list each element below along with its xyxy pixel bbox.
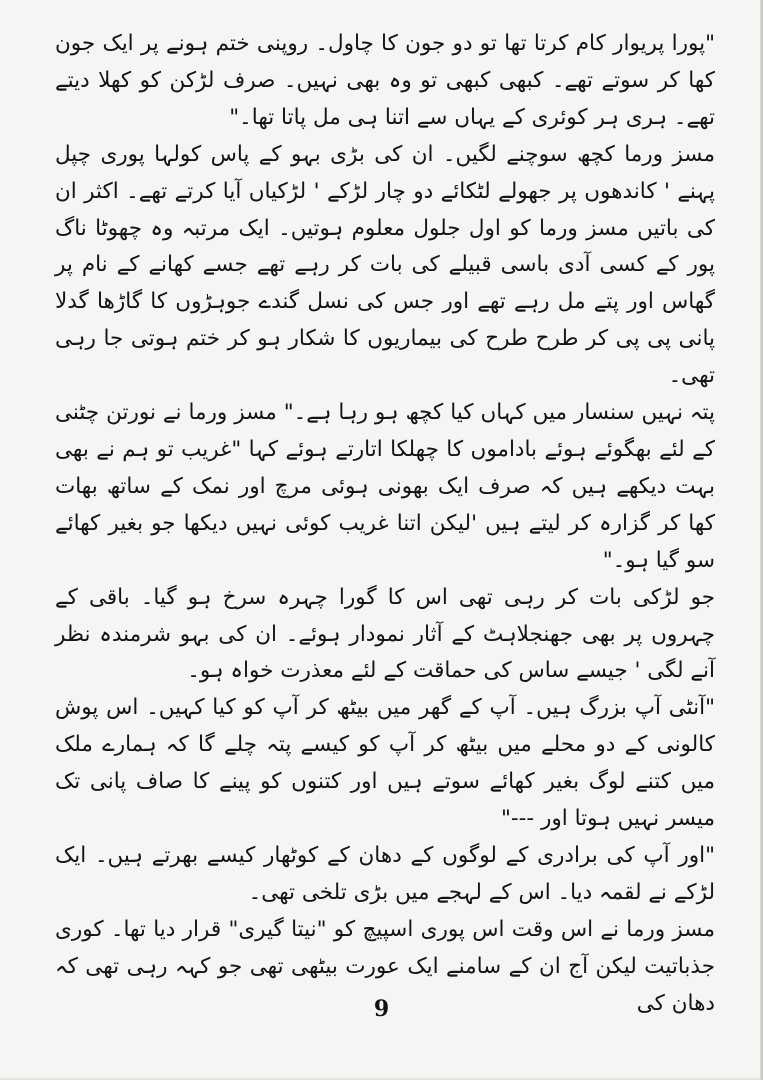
body-text: [55, 26, 715, 1022]
paragraph-1: "پورا پریوار کام کرتا تھا تو دو جون کا چاول۔ روپنی ختم ہونے پر ایک جون کھا کر سوتے تھے۔ کبھی کبھی تو وہ بھی نہیں۔ صرف لڑکن کو کھلا دیتے تھے۔ ہری ہر کوئری کے یہاں سے اتنا ہی مل پاتا تھا۔": [55, 31, 715, 130]
page-number: 9: [373, 996, 390, 1022]
paragraph-2: مسز ورما کچھ سوچنے لگیں۔ ان کی بڑی بہو کے پاس کولہا پوری چپل پہنے ' کاندھوں پر جھولے لٹکائے دو چار لڑکے ' لڑکیاں آیا کرتے تھے۔ اکثر ان کی باتیں مسز ورما کو اول جلول معلوم ہوتیں۔ ایک مرتبہ وہ چھوٹا ناگ پور کے کسی آدی باسی قبیلے کی بات کر رہے تھے جسے کھانے کے نام پر گھاس اور پتے مل رہے تھے اور جس کی نسل گندے جوہڑوں کا گاڑھا گدلا پانی پی پی کر طرح طرح کی بیماریوں کا شکار ہو کر ختم ہوتی جا رہی تھی۔: [55, 141, 715, 389]
paragraph-7: مسز ورما نے اس وقت اس پوری اسپیچ کو "نیتا گیری" قرار دیا تھا۔ کوری جذباتیت لیکن آج ان کے سامنے ایک عورت بیٹھی تھی جو کہہ رہی تھی کہ دھان کی: [55, 916, 715, 1016]
paragraph-3: پتہ نہیں سنسار میں کہاں کیا کچھ ہو رہا ہے۔" مسز ورما نے نورتن چٹنی کے لئے بھگوئے ہوئے باداموں کا چھلکا اتارتے ہوئے کہا "غریب تو ہم نے بھی بہت دیکھے ہیں کہ صرف ایک بھونی ہوئی مرچ اور نمک کے ساتھ بھات کھا کر گزارہ کر لیتے ہیں 'لیکن اتنا غریب کوئی نہیں دیکھا جو بغیر کھائے سو گیا ہو۔": [55, 400, 715, 573]
paragraph-6: "اور آپ کی برادری کے لوگوں کے دھان کے کوٹھار کیسے بھرتے ہیں۔ ایک لڑکے نے لقمہ دیا۔ اس کے لہجے میں بڑی تلخی تھی۔: [55, 842, 715, 905]
paragraph-4: جو لڑکی بات کر رہی تھی اس کا گورا چہرہ سرخ ہو گیا۔ باقی کے چہروں پر بھی جھنجلاہٹ کے آثار نمودار ہوئے۔ ان کی بہو شرمندہ نظر آنے لگی ' جیسے ساس کی حماقت کے لئے معذرت خواہ ہو۔: [55, 584, 715, 684]
paragraph-5: "آنٹی آپ بزرگ ہیں۔ آپ کے گھر میں بیٹھ کر آپ کو کیا کہیں۔ اس پوش کالونی کے دو محلے میں بیٹھ کر آپ کو کیسے پتہ چلے گا کہ ہمارے ملک میں کتنے لوگ بغیر کھائے سوتے ہیں اور کتنوں کو پینے کا صاف پانی تک میسر نہیں ہوتا اور ---": [55, 695, 715, 832]
